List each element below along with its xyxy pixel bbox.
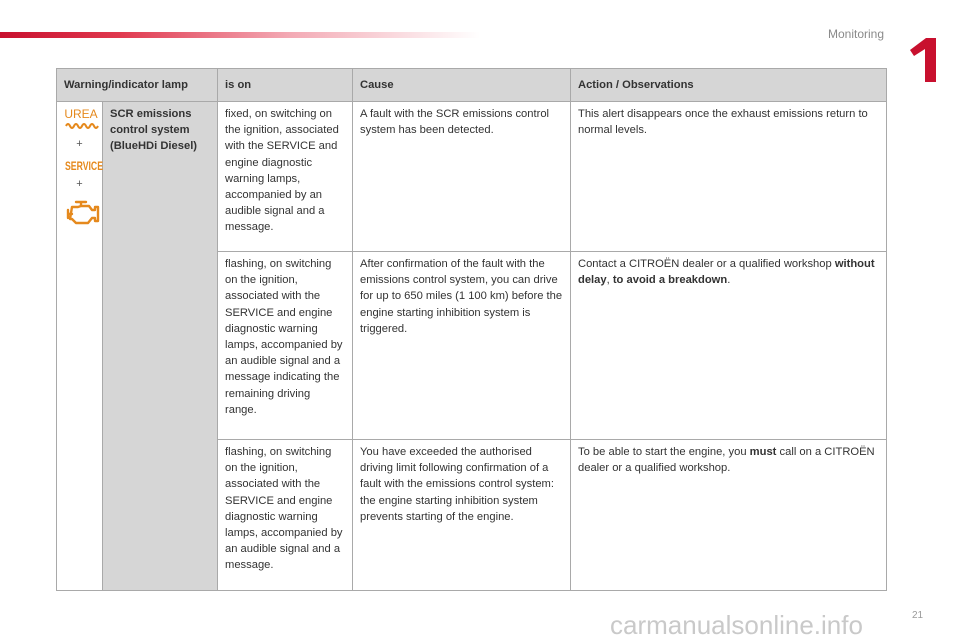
urea-icon-label: UREA (64, 107, 98, 121)
row-2-is-on: flashing, on switching on the ignition, associated with the SERVICE and engine diagnostic warning lamps, accompanied by an audible signal and a message indicating the remaining driving range. (218, 252, 353, 440)
warning-table (56, 68, 887, 591)
row-1-cause: A fault with the SCR emissions control system has been detected. (353, 102, 571, 252)
row-2-action (571, 252, 887, 440)
row-3-is-on: flashing, on switching on the ignition, associated with the SERVICE and engine diagnostic warning lamps, accompanied by an audible signal and a message. (218, 440, 353, 591)
action-text: To be able to start the engine, you (578, 446, 750, 458)
plus-sign: + (76, 178, 83, 191)
action-emphasis: to avoid a breakdown (612, 274, 728, 287)
column-header-lamp: Warning/indicator lamp (57, 69, 218, 102)
column-header-action: Action / Observations (571, 69, 887, 102)
lamp-icons-cell (57, 102, 103, 591)
watermark: carmanualsonline.info (610, 610, 863, 640)
row-3-action (571, 440, 887, 591)
column-header-is-on: is on (218, 69, 353, 102)
plus-sign: + (76, 138, 83, 150)
action-text: , (606, 274, 613, 287)
action-text: Contact a CITROËN dealer or a qualified workshop (578, 258, 835, 270)
warning-name: SCR emissions control system (BlueHDi Diesel) (103, 102, 218, 591)
engine-diagnostic-icon (64, 198, 104, 228)
section-title: Monitoring (827, 27, 884, 41)
table-header-row (57, 69, 887, 102)
action-text: . (727, 274, 731, 287)
service-icon-label: SERVICE (65, 159, 103, 174)
action-emphasis: without delay (578, 258, 875, 287)
column-header-cause: Cause (353, 69, 571, 102)
row-3-cause: You have exceeded the authorised driving limit following confirmation of a fault with the emissions control system: the engine starting inhibition system prevents starting of the engine. (353, 440, 571, 591)
row-1-action (571, 102, 887, 252)
service-icon (64, 158, 104, 172)
action-text: This alert disappears once the exhaust emissions return to normal levels. (578, 108, 868, 137)
action-text: call on a CITROËN dealer or a qualified workshop. (578, 446, 875, 475)
action-emphasis: must (749, 446, 777, 458)
chapter-number (902, 34, 952, 90)
table-row (57, 102, 887, 252)
row-1-is-on: fixed, on switching on the ignition, associated with the SERVICE and engine diagnostic warning lamps, accompanied by an audible signal and a message. (218, 102, 353, 252)
page-number: 21 (912, 610, 924, 621)
urea-icon (64, 106, 98, 132)
chapter-number-shape (910, 38, 936, 82)
top-accent-bar (0, 32, 480, 38)
row-2-cause: After confirmation of the fault with the emissions control system, you can drive for up to 650 miles (1 100 km) before the engine starting inhibition system is triggered. (353, 252, 571, 440)
